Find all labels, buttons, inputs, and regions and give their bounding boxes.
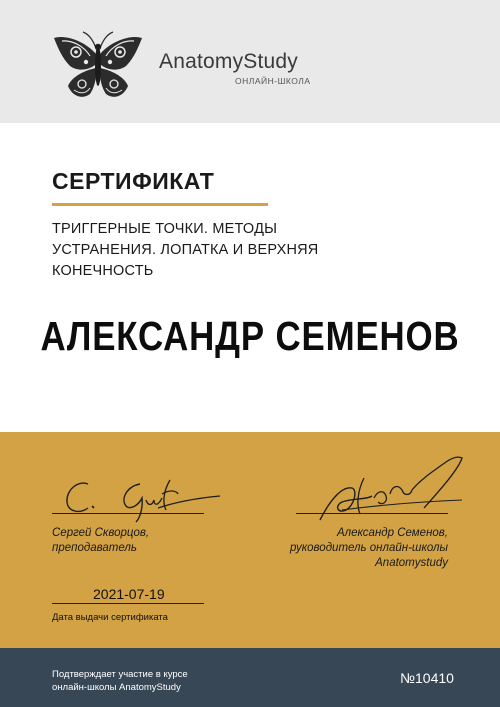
footer-confirmation bbox=[52, 669, 188, 694]
certificate-title: СЕРТИФИКАТ bbox=[52, 168, 215, 194]
left-signatory-caption bbox=[52, 526, 149, 556]
caption-line: Александр Семенов, bbox=[336, 527, 448, 539]
left-signature bbox=[58, 472, 223, 524]
caption-line: Anatomystudy bbox=[375, 557, 448, 569]
recipient-name: АЛЕКСАНДР СЕМЕНОВ bbox=[40, 313, 460, 359]
course-line: УСТРАНЕНИЯ. ЛОПАТКА И ВЕРХНЯЯ bbox=[52, 242, 319, 258]
right-signature-line bbox=[296, 513, 448, 514]
caption-line: Сергей Скворцов, bbox=[52, 527, 150, 539]
course-name bbox=[52, 219, 382, 282]
issue-date: 2021-07-19 bbox=[93, 586, 165, 602]
right-signature bbox=[312, 450, 470, 536]
brand-subtitle: ОНЛАЙН-ШКОЛА bbox=[235, 76, 311, 86]
caption-line: преподаватель bbox=[52, 542, 137, 554]
footer-line: Подтверждает участие в курсе bbox=[52, 669, 188, 680]
caption-line: руководитель онлайн-школы bbox=[289, 542, 448, 554]
title-underline bbox=[52, 203, 268, 206]
right-signatory-caption bbox=[276, 526, 448, 571]
course-line: КОНЕЧНОСТЬ bbox=[52, 263, 154, 279]
header bbox=[0, 0, 500, 123]
footer-line: онлайн-школы AnatomyStudy bbox=[52, 681, 181, 693]
course-line: ТРИГГЕРНЫЕ ТОЧКИ. МЕТОДЫ bbox=[52, 221, 278, 237]
left-signature-line bbox=[52, 513, 204, 514]
certificate-number: №10410 bbox=[400, 670, 454, 686]
butterfly-icon bbox=[52, 30, 144, 102]
brand-name: AnatomyStudy bbox=[159, 50, 298, 73]
date-line bbox=[52, 603, 204, 604]
issue-date-label: Дата выдачи сертификата bbox=[52, 612, 168, 623]
